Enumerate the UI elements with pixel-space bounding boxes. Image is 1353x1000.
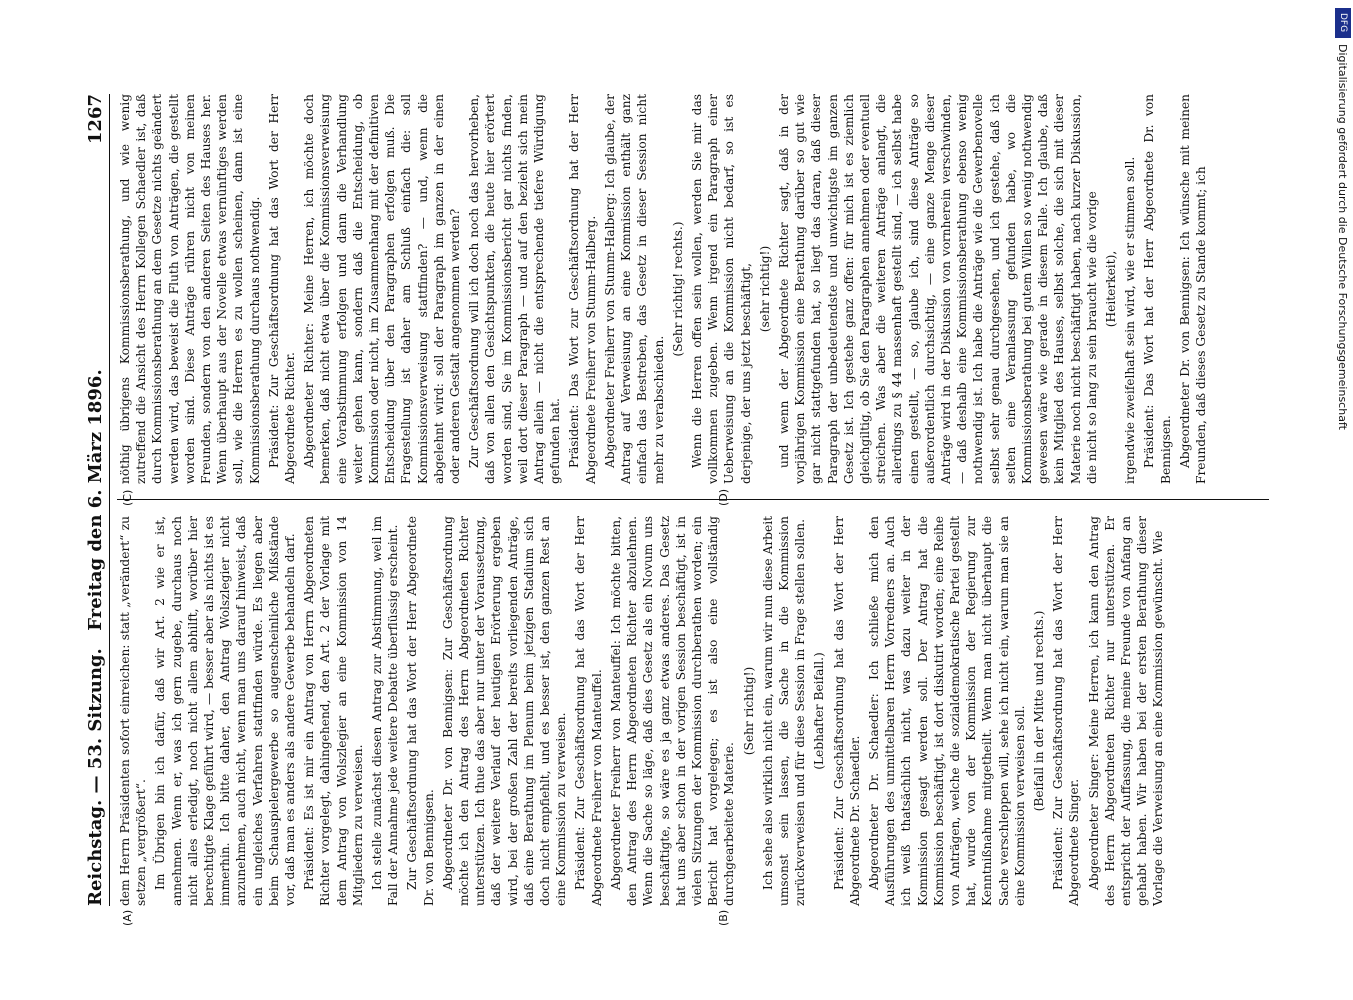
right-column-paragraph: (Sehr richtig! rechts.) [670,221,685,357]
dfg-logo: DFG [1335,8,1351,38]
left-column-paragraph: Abgeordneter Dr. Schaedler: Ich schließe mich den Ausführungen des unmittelbaren Herrn Vorredners an. Auch ich weiß thatsächlich nicht, was dazu weiter in der Kommission gesagt werden soll. Der Antrag hat die Kommission beschäftigt, ist dort diskutirt worden; eine Reihe von Anträgen, welche die sozialdemokratische Partei gestellt hat, wurde von der Kommission der Regierung zur Kenntnißnahme mitgetheilt. Wenn man nicht überhaupt die Sache verschleppen will, sehe ich nicht ein, warum man sie an eine Kommission verweisen soll. [866,516,1027,906]
column-rule [117,499,1269,500]
right-column [117,94,1271,484]
right-column-paragraph: Zur Geschäftsordnung will ich doch noch das hervorheben, daß von allen den Gesichtspunkten, die heute hier erörtert worden sind, Sie im Kommissionsbericht gar nichts finden, weil dort dieser Paragraph — und auf den bezieht sich mein Antrag allein — nicht die entsprechende tiefere Würdigung gefunden hat. [466,94,562,484]
right-column-paragraph: (Heiterkeit), [1103,250,1118,328]
right-column-paragraph: Abgeordneter Richter: Meine Herren, ich möchte doch bemerken, daß nicht etwa über die Kommissionsverweisung eine Vorabstimmung erfolgen und dann die Verhandlung weiter gehen kann, sondern daß die Entscheidung, ob Kommission oder nicht, im Zusammenhang mit der definitiven Entscheidung über den Paragraphen erfolgen muß. Die Fragestellung ist daher am Schluß einfach die: soll Kommissionsverweisung stattfinden? — und, wenn die abgelehnt wird: soll der Paragraph im ganzen in der einen oder anderen Gestalt angenommen werden? [301,94,462,484]
margin-mark-b: (B) [716,909,730,926]
right-column-paragraph: und wenn der Abgeordnete Richter sagt, daß in der vorjährigen Kommission eine Berathung darüber so gut wie gar nicht stattgefunden hat, so liegt das daran, daß dieser Paragraph der unbedeutendste und unwichtigste im ganzen Gesetz ist. Ich gestehe ganz offen: für mich ist es ziemlich gleichgiltig, ob Sie den Paragraphen annehmen oder eventuell streichen. Was aber die weiteren Anträge anlangt, die allerdings zu § 44 massenhaft gestellt sind, — ich selbst habe einen gestellt, — so, glaube ich, sind diese Anträge so außerordentlich durchsichtig, — eine ganze Menge dieser Anträge wird in der Diskussion von vornherein verschwinden, — daß deshalb eine Kommissionsberathung ebenso wenig nothwendig ist. Ich habe die Anträge wie die Gewerbenovelle selbst sehr genau durchgesehen, und ich gestehe, daß ich selten eine Veranlassung gefunden habe, wo die Kommissionsberathung bei gutem Willen so wenig nothwendig gewesen wäre wie gerade in diesem Falle. Ich glaube, daß kein Mitglied des Hauses, selbst solche, die sich mit dieser Materie noch nicht beschäftigt haben, nach kurzer Diskussion, die nicht so lang zu sein braucht wie die vorige [776,94,1099,484]
left-column-paragraph: Ich sehe also wirklich nicht ein, warum wir nun diese Arbeit umsonst sein lassen, die Sache in die Kommission zurückverweisen und für diese Session in Frage stellen sollen. [760,516,807,906]
right-column-paragraph: Abgeordneter Dr. von Bennigsen: Ich wünsche mit meinen Freunden, daß dieses Gesetz zu Stande kommt; ich [1177,94,1208,484]
header-left: Reichstag. — 53. Sitzung. [84,648,106,906]
left-column-paragraph: (Beifall in der Mitte und rechts.) [1031,610,1046,812]
left-column-paragraph: Präsident: Zur Geschäftsordnung hat das Wort der Herr Abgeordnete Freiherr von Manteuffel. [572,516,604,906]
margin-mark-a: (A) [120,909,134,926]
right-column-paragraph: Präsident: Das Wort zur Geschäftsordnung hat der Herr Abgeordnete Freiherr von Stumm-Halberg. [566,94,598,484]
header-date: Freitag den 6. März 1896. [84,369,106,631]
left-column-paragraph: Zur Geschäftsordnung hat das Wort der Herr Abgeordnete Dr. von Bennigsen. [404,516,436,906]
left-column-paragraph: (Lebhafter Beifall.) [811,652,826,770]
left-column-paragraph: Ich stelle zunächst diesen Antrag zur Abstimmung, weil im Fall der Annahme jede weitere Debatte überflüssig erscheint. [369,516,400,906]
right-column-paragraph: Präsident: Zur Geschäftsordnung hat das Wort der Herr Abgeordnete Richter. [266,94,297,484]
right-column-paragraph: nöthig übrigens Kommissionsberathung, und wie wenig zutreffend die Ansicht des Herrn Kollegen Schaedler ist, daß durch Kommissionsberathung an dem Gesetze nichts geändert werden wird, das beweist die Fluth von Anträgen, die gestellt worden sind. Diese Anträge rühren nicht von meinen Freunden, sondern von den anderen Seiten des Hauses her. Wenn überhaupt aus der Novelle etwas vernünftiges werden soll, wie die Herren es zu wollen scheinen, dann ist eine Kommissionsberathung durchaus nothwendig. [117,94,262,484]
left-column-paragraph: (Sehr richtig!) [741,666,756,756]
margin-mark-c: (C) [120,489,134,506]
left-column-paragraph: Abgeordneter Freiherr von Manteuffel: Ich möchte bitten, den Antrag des Herrn Abgeordneten Richter abzulehnen. Wenn die Sache so läge, daß dies Gesetz als ein Novum uns beschäftigte, so wäre es ja ganz etwas anderes. Das Gesetz hat uns aber schon in der vorigen Session beschäftigt, ist in vielen Sitzungen der Kommission durchberathen worden; ein Bericht hat vorgelegen; es ist also eine vollständig durchgearbeitete Materie. [608,516,736,906]
left-column-paragraph: Präsident: Es ist mir ein Antrag von Herrn Abgeordneten Richter vorgelegt, dahingehend, den Art. 2 der Vorlage mit dem Antrag von Wolszlegier an eine Kommission von 14 Mitgliedern zu verweisen. [301,516,365,906]
page-number: 1267 [84,94,106,145]
right-column-paragraph: (sehr richtig!) [757,245,772,333]
left-column-paragraph: Präsident: Zur Geschäftsordnung hat das Wort der Herr Abgeordnete Dr. Schaedler. [831,516,862,906]
right-column-paragraph: Wenn die Herren offen sein wollen, werden Sie mir das vollkommen zugeben. Wenn irgend ein Paragraph einer Ueberweisung an die Kommission nicht bedarf, so ist es derjenige, der uns jetzt beschäftigt, [689,94,753,484]
left-column-paragraph: dem Herrn Präsidenten sofort einreichen: statt „verändert“ zu setzen „vergrößert“. [117,516,148,906]
left-column-paragraph: Präsident: Zur Geschäftsordnung hat das Wort der Herr Abgeordnete Singer. [1050,516,1081,906]
left-column-paragraph: Abgeordneter Dr. von Bennigsen: Zur Geschäftsordnung möchte ich den Antrag des Herrn Abgeordneten Richter unterstützen. Ich thue das aber nur unter der Voraussetzung, daß der weitere Verlauf der heutigen Erörterung ergeben wird, bei der großen Zahl der bereits vorliegenden Anträge, daß eine Berathung im Plenum beim jetzigen Stadium sich doch nicht empfiehlt, und es besser ist, den ganzen Rest an eine Kommission zu verweisen. [440,516,568,906]
left-column-paragraph: Im Übrigen bin ich dafür, daß wir Art. 2 wie er ist, annehmen. Wenn er, was ich gern zugebe, durchaus noch nicht alles erledigt, noch nicht allem abhilft, worüber hier berechtigte Klage geführt wird, — besser aber als nichts ist es immerhin. Ich bitte daher, den Antrag Wolszlegier nicht anzunehmen, auch nicht, wenn man uns darauf hinweist, daß ein ungleiches Verfahren stattfinden würde. Es liegen aber beim Schauspielergewerbe so augenscheinliche Mißstände vor, daß man es anders als andere Gewerbe behandeln darf. [152,516,297,906]
margin-mark-d: (D) [716,488,730,506]
left-column [117,516,1271,906]
right-column-paragraph: Präsident: Das Wort hat der Herr Abgeordnete Dr. von Bennigsen. [1141,94,1173,484]
page-header [83,94,110,906]
digitization-credit: Digitalisierung gefördert durch die Deutsche Forschungsgemeinschaft [1336,44,1349,430]
right-column-paragraph: Abgeordneter Freiherr von Stumm-Halberg: Ich glaube, der Antrag auf Verweisung an eine Kommission enthält ganz einfach das Bestreben, das Gesetz in dieser Session nicht mehr zu verabschieden. [602,94,665,484]
left-column-paragraph: Abgeordneter Singer: Meine Herren, ich kann den Antrag des Herrn Abgeordneten Richter nur unterstützen. Er entspricht der Auffassung, die meine Freunde von Anfang an gehabt haben. Wir haben bei der ersten Berathung dieser Vorlage die Verweisung an eine Kommission gewünscht. Wie [1086,516,1165,906]
newspaper-page [77,70,1277,930]
right-column-paragraph: irgendwie zweifelhaft sein wird, wie er stimmen soll. [1122,156,1137,484]
